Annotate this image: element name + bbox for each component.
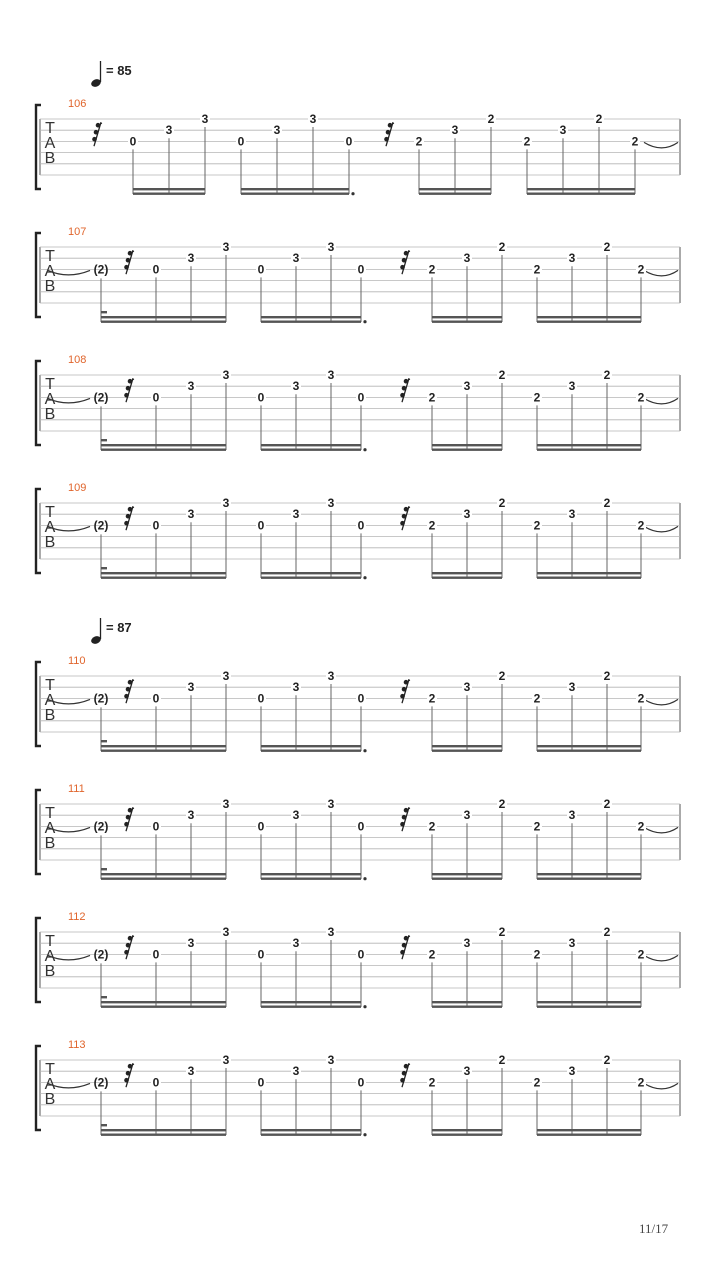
tab-clef-letter: T [45,248,55,265]
beam-stub [101,311,107,313]
tab-clef-letter: A [44,1076,56,1093]
measure-number: 107 [68,226,87,238]
fret-number: 2 [637,691,645,706]
fret-number: 3 [222,368,230,382]
dot [363,1005,366,1008]
tab-system [36,911,680,1008]
beam [537,1129,641,1131]
measure-number: 112 [68,911,86,923]
tied-fret-number: (2) [93,262,109,277]
beam [261,873,361,875]
tempo-value: = 85 [106,63,132,78]
sixteenth-rest-icon [124,1063,134,1087]
fret-number: 3 [463,680,471,695]
fret-number: 2 [428,390,436,405]
fret-number: 3 [327,1053,335,1067]
sixteenth-rest-icon [400,378,410,402]
fret-number: 2 [428,262,436,277]
tie-arc [644,1083,678,1089]
fret-number: 2 [498,1053,506,1067]
beam [432,1001,502,1003]
fret-number: 0 [257,947,265,962]
dot [351,192,354,195]
tab-clef-letter: T [45,120,55,137]
beam [101,745,226,747]
beam [101,750,226,752]
fret-number: 3 [201,112,209,126]
fret-number: 3 [292,1064,300,1079]
sixteenth-rest-icon [92,122,102,146]
measure-number: 106 [68,98,87,110]
fret-number: 0 [152,390,160,405]
fret-number: 3 [327,368,335,382]
beam [261,1134,361,1136]
fret-number: 2 [428,691,436,706]
tab-clef-letter: B [44,406,56,423]
beam [527,193,635,195]
fret-number: 0 [357,262,365,277]
tab-system [36,98,680,195]
fret-number: 2 [603,368,611,382]
sixteenth-rest-icon [124,935,134,959]
tab-system [36,354,680,451]
tied-fret-number: (2) [93,819,109,834]
fret-number: 3 [222,496,230,510]
fret-number: 2 [603,797,611,811]
fret-number: 2 [498,669,506,683]
sixteenth-rest-icon [124,378,134,402]
fret-number: 3 [463,1064,471,1079]
beam [432,750,502,752]
fret-number: 3 [222,669,230,683]
beam [432,444,502,446]
sixteenth-rest-icon [384,122,394,146]
tempo-value: = 87 [106,620,132,635]
beam [432,572,502,574]
dot [363,320,366,323]
beam [432,577,502,579]
beam [261,449,361,451]
fret-number: 3 [463,251,471,266]
page-number: 11/17 [639,1221,669,1236]
fret-number: 3 [568,379,576,394]
fret-number: 3 [222,240,230,254]
beam [261,316,361,318]
fret-number: 3 [309,112,317,126]
fret-number: 3 [463,379,471,394]
fret-number: 0 [152,691,160,706]
fret-number: 2 [533,947,541,962]
beam [537,1006,641,1008]
fret-number: 2 [631,134,639,149]
fret-number: 2 [523,134,531,149]
beam-stub [101,1124,107,1126]
fret-number: 2 [428,819,436,834]
fret-number: 3 [292,680,300,695]
beam-stub [101,868,107,870]
fret-number: 2 [637,262,645,277]
fret-number: 0 [257,1075,265,1090]
fret-number: 2 [415,134,423,149]
beam [261,745,361,747]
fret-number: 2 [498,368,506,382]
fret-number: 3 [568,680,576,695]
beam [241,188,349,190]
tab-clef-letter: B [44,707,56,724]
beam [537,316,641,318]
fret-number: 0 [152,1075,160,1090]
beam [101,577,226,579]
fret-number: 3 [327,496,335,510]
measure-number: 111 [68,783,85,795]
sixteenth-rest-icon [400,935,410,959]
fret-number: 0 [152,947,160,962]
tab-system [36,482,680,579]
beam [432,1134,502,1136]
beam [537,873,641,875]
fret-number: 3 [327,240,335,254]
beam [101,1006,226,1008]
fret-number: 3 [187,680,195,695]
fret-number: 2 [603,496,611,510]
fret-number: 3 [559,123,567,138]
beam [432,1129,502,1131]
beam [537,1134,641,1136]
fret-number: 0 [345,134,353,149]
beam [101,878,226,880]
fret-number: 3 [273,123,281,138]
tied-fret-number: (2) [93,691,109,706]
fret-number: 2 [533,819,541,834]
beam [537,572,641,574]
fret-number: 0 [257,262,265,277]
tab-system [36,226,680,323]
tab-clef-letter: A [44,820,56,837]
beam [537,1001,641,1003]
sixteenth-rest-icon [400,1063,410,1087]
fret-number: 0 [237,134,245,149]
fret-number: 0 [257,819,265,834]
beam [261,321,361,323]
fret-number: 2 [603,1053,611,1067]
fret-number: 3 [222,797,230,811]
beam [432,316,502,318]
sixteenth-rest-icon [400,679,410,703]
beam [241,193,349,195]
fret-number: 2 [637,390,645,405]
sixteenth-rest-icon [400,807,410,831]
beam [261,572,361,574]
fret-number: 0 [357,819,365,834]
beam [432,873,502,875]
tab-clef-letter: T [45,504,55,521]
sixteenth-rest-icon [124,807,134,831]
tied-fret-number: (2) [93,1075,109,1090]
fret-number: 3 [327,669,335,683]
beam [261,1001,361,1003]
fret-number: 3 [292,379,300,394]
fret-number: 3 [568,1064,576,1079]
beam [432,449,502,451]
fret-number: 2 [533,691,541,706]
tab-clef-letter: B [44,278,56,295]
beam [537,750,641,752]
fret-number: 3 [222,1053,230,1067]
tab-clef-letter: B [44,1091,56,1108]
fret-number: 2 [637,518,645,533]
fret-number: 0 [152,518,160,533]
beam [537,745,641,747]
fret-number: 0 [152,262,160,277]
beam [101,321,226,323]
sixteenth-rest-icon [124,250,134,274]
fret-number: 2 [428,518,436,533]
tab-clef-letter: A [44,692,56,709]
beam [101,1129,226,1131]
fret-number: 2 [428,1075,436,1090]
measure-number: 110 [68,655,86,667]
beam [537,577,641,579]
tab-clef-letter: B [44,150,56,167]
fret-number: 0 [257,518,265,533]
beam [261,444,361,446]
beam [101,873,226,875]
tie-arc [644,827,678,833]
dot [363,749,366,752]
dot [363,877,366,880]
fret-number: 2 [428,947,436,962]
fret-number: 2 [498,925,506,939]
tab-clef-letter: T [45,1061,55,1078]
measure-number: 109 [68,482,87,494]
fret-number: 3 [568,808,576,823]
fret-number: 3 [187,936,195,951]
fret-number: 2 [603,240,611,254]
fret-number: 2 [533,1075,541,1090]
tab-clef-letter: A [44,391,56,408]
tab-clef-letter: B [44,534,56,551]
fret-number: 3 [463,507,471,522]
tab-system [36,1039,680,1136]
fret-number: 2 [533,390,541,405]
fret-number: 3 [187,808,195,823]
beam [527,188,635,190]
beam [101,449,226,451]
measure-number: 113 [68,1039,86,1051]
beam-stub [101,740,107,742]
fret-number: 2 [498,797,506,811]
fret-number: 3 [165,123,173,138]
beam [261,1129,361,1131]
tab-clef-letter: A [44,519,56,536]
fret-number: 2 [595,112,603,126]
fret-number: 3 [187,251,195,266]
fret-number: 2 [498,496,506,510]
fret-number: 2 [487,112,495,126]
fret-number: 2 [498,240,506,254]
fret-number: 3 [568,251,576,266]
fret-number: 3 [187,507,195,522]
tab-clef-letter: B [44,963,56,980]
fret-number: 3 [463,808,471,823]
fret-number: 2 [603,669,611,683]
dot [363,576,366,579]
tied-fret-number: (2) [93,947,109,962]
fret-number: 2 [637,1075,645,1090]
tab-clef-letter: T [45,805,55,822]
tab-clef-letter: B [44,835,56,852]
beam [261,1006,361,1008]
beam [261,878,361,880]
tie-arc [644,699,678,705]
fret-number: 2 [603,925,611,939]
fret-number: 3 [451,123,459,138]
tie-arc [644,270,678,276]
beam-stub [101,996,107,998]
beam [133,188,205,190]
tab-clef-letter: A [44,135,56,152]
fret-number: 3 [187,379,195,394]
sixteenth-rest-icon [400,250,410,274]
fret-number: 3 [292,936,300,951]
fret-number: 2 [637,819,645,834]
beam [101,1001,226,1003]
tab-clef-letter: T [45,933,55,950]
dot [363,448,366,451]
beam [537,444,641,446]
sixteenth-rest-icon [124,506,134,530]
beam [419,188,491,190]
fret-number: 3 [327,797,335,811]
fret-number: 2 [533,262,541,277]
beam [261,750,361,752]
tab-system [36,783,680,880]
beam-stub [101,439,107,441]
tempo-mark [90,618,132,645]
beam [537,449,641,451]
fret-number: 3 [292,808,300,823]
dot [363,1133,366,1136]
tie-arc [644,398,678,404]
fret-number: 3 [327,925,335,939]
beam [432,745,502,747]
beam [432,878,502,880]
fret-number: 3 [292,507,300,522]
tied-fret-number: (2) [93,518,109,533]
tab-clef-letter: T [45,376,55,393]
fret-number: 0 [257,691,265,706]
fret-number: 0 [357,1075,365,1090]
fret-number: 0 [357,390,365,405]
tie-arc [644,142,678,148]
fret-number: 3 [568,507,576,522]
beam-stub [101,567,107,569]
tab-clef-letter: T [45,677,55,694]
tie-arc [644,526,678,532]
fret-number: 2 [637,947,645,962]
fret-number: 0 [257,390,265,405]
beam [537,878,641,880]
tab-clef-letter: A [44,263,56,280]
fret-number: 0 [357,947,365,962]
fret-number: 3 [292,251,300,266]
fret-number: 0 [357,691,365,706]
beam [261,577,361,579]
fret-number: 3 [222,925,230,939]
fret-number: 0 [129,134,137,149]
fret-number: 3 [187,1064,195,1079]
beam [432,1006,502,1008]
fret-number: 3 [463,936,471,951]
beam [133,193,205,195]
sixteenth-rest-icon [124,679,134,703]
beam [419,193,491,195]
beam [101,316,226,318]
measure-number: 108 [68,354,87,366]
beam [101,1134,226,1136]
beam [101,444,226,446]
beam [101,572,226,574]
beam [537,321,641,323]
fret-number: 0 [357,518,365,533]
tie-arc [644,955,678,961]
fret-number: 3 [568,936,576,951]
tab-system [36,655,680,752]
sixteenth-rest-icon [400,506,410,530]
fret-number: 0 [152,819,160,834]
tied-fret-number: (2) [93,390,109,405]
tempo-mark [90,61,132,88]
beam [432,321,502,323]
tab-clef-letter: A [44,948,56,965]
fret-number: 2 [533,518,541,533]
